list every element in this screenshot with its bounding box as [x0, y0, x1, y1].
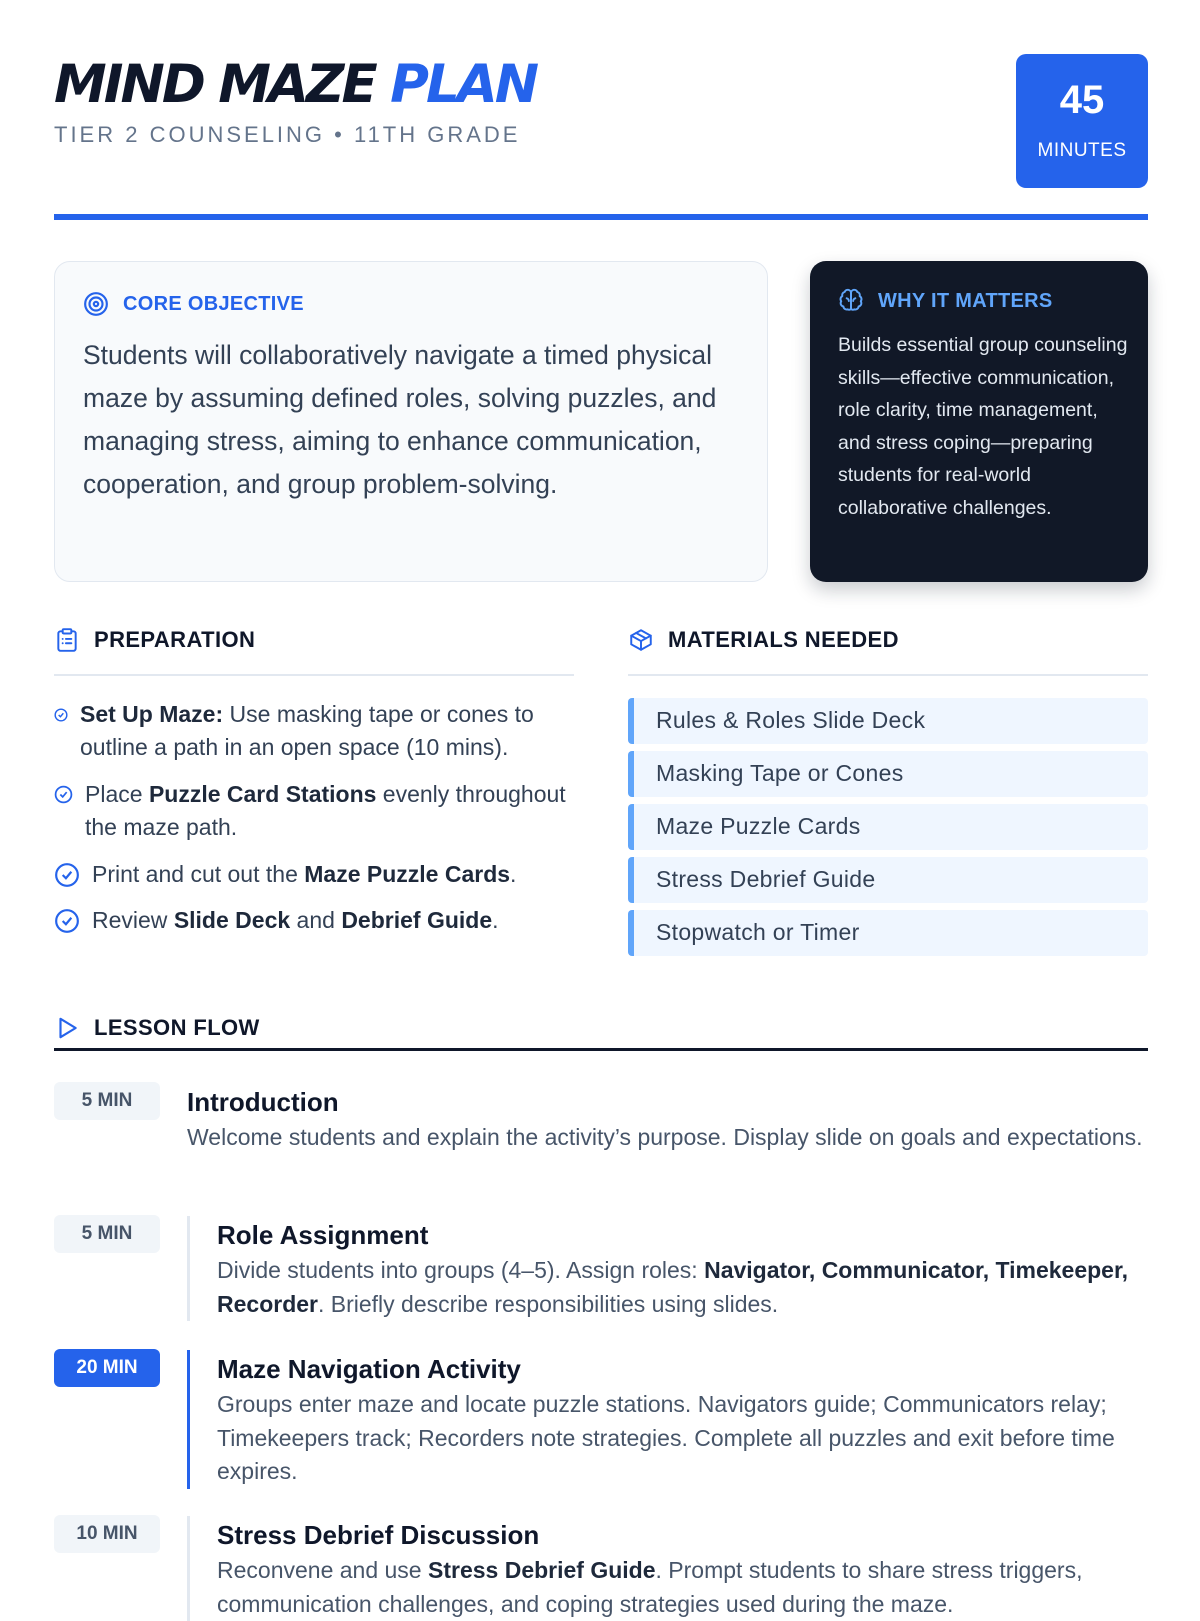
check-circle-icon	[54, 908, 80, 934]
prep-item	[54, 698, 574, 764]
target-icon	[83, 291, 109, 317]
material-item	[628, 751, 1148, 797]
materials-divider	[628, 674, 1148, 676]
prep-item	[54, 904, 574, 937]
prep-item-pre: Print and cut out the	[92, 861, 305, 887]
lesson-plan-page	[54, 0, 1148, 1617]
step-title: Role Assignment	[217, 1220, 429, 1250]
check-circle-icon	[54, 862, 80, 888]
brain-icon	[838, 288, 864, 314]
prep-item-bold: Set Up Maze:	[80, 701, 224, 727]
step-description-pre: Reconvene and use	[217, 1557, 428, 1583]
materials-label: MATERIALS NEEDED	[668, 627, 899, 652]
prep-item-pre: Review	[92, 907, 174, 933]
step-description-bold: Stress Debrief Guide	[428, 1557, 656, 1583]
prep-item-text	[80, 698, 574, 764]
material-item-label: Rules & Roles Slide Deck	[656, 707, 926, 733]
material-item	[628, 698, 1148, 744]
step-time-badge: 5 MIN	[54, 1082, 160, 1120]
core-objective-label: CORE OBJECTIVE	[123, 292, 304, 315]
material-item	[628, 804, 1148, 850]
prep-item-text	[92, 904, 499, 937]
preparation-divider	[54, 674, 574, 676]
title-main: MIND MAZE	[54, 54, 375, 115]
header	[54, 52, 1148, 188]
prep-item-bold: Maze Puzzle Cards	[304, 861, 511, 887]
preparation-heading	[54, 622, 255, 658]
why-it-matters-heading	[838, 287, 1053, 315]
step-description-pre: Divide students into groups (4–5). Assign roles:	[217, 1257, 705, 1283]
why-it-matters-card	[810, 261, 1148, 582]
material-item-label: Masking Tape or Cones	[656, 760, 904, 786]
preparation-label: PREPARATION	[94, 627, 256, 652]
check-circle-icon	[54, 785, 73, 804]
duration-value: 45	[1059, 78, 1105, 122]
flow-step	[187, 1350, 1148, 1489]
lesson-flow-divider	[54, 1048, 1148, 1051]
page-subtitle: TIER 2 COUNSELING • 11TH GRADE	[54, 122, 521, 147]
core-objective-heading	[83, 290, 304, 318]
play-icon	[54, 1015, 80, 1041]
prep-item-rest: Use masking tape or cones to outline a path in an open space (10 mins).	[80, 701, 534, 760]
step-description-bold: Navigator, Communicator, Timekeeper, Recorder	[217, 1257, 1129, 1317]
check-circle-icon	[54, 708, 68, 722]
duration-badge	[1016, 54, 1148, 188]
page-title	[54, 56, 536, 114]
material-item-label: Stress Debrief Guide	[656, 866, 876, 892]
why-it-matters-label: WHY IT MATTERS	[878, 289, 1053, 312]
duration-unit: MINUTES	[1037, 140, 1127, 161]
material-item-label: Maze Puzzle Cards	[656, 813, 861, 839]
step-description	[217, 1554, 1148, 1621]
why-it-matters-text: Builds essential group counseling skills—effective communication, role clarity, time management, and stress coping—preparing students for real-world collaborative challenges.	[838, 334, 1128, 519]
header-divider	[54, 214, 1148, 220]
box-icon	[628, 627, 654, 653]
prep-item-bold: Debrief Guide	[341, 907, 493, 933]
step-title: Introduction	[187, 1087, 339, 1117]
material-item-label: Stopwatch or Timer	[656, 919, 860, 945]
step-description	[217, 1254, 1148, 1321]
flow-step	[187, 1516, 1148, 1621]
prep-item-rest: evenly throughout the maze path.	[85, 781, 566, 840]
clipboard-icon	[54, 627, 80, 653]
prep-item-mid: and	[290, 907, 342, 933]
step-time-badge: 5 MIN	[54, 1215, 160, 1253]
core-objective-text: Students will collaboratively navigate a timed physical maze by assuming defined roles, solving puzzles, and managing stress, aiming to enhance communication, cooperation, and group problem-solving.	[83, 340, 717, 499]
prep-item-bold: Slide Deck	[173, 907, 291, 933]
title-accent: PLAN	[390, 54, 537, 115]
step-description-post: . Briefly describe responsibilities using slides.	[317, 1290, 779, 1317]
prep-item	[54, 778, 574, 844]
materials-heading	[628, 622, 899, 658]
flow-step	[187, 1216, 1148, 1321]
flow-step	[187, 1083, 1148, 1155]
prep-item	[54, 858, 574, 891]
step-description-post: . Prompt students to share stress triggers, communication challenges, and coping strategies used during the maze.	[217, 1557, 1083, 1617]
step-description: Welcome students and explain the activity’s purpose. Display slide on goals and expectations.	[187, 1124, 1143, 1150]
step-title: Maze Navigation Activity	[217, 1354, 521, 1384]
step-time-badge: 10 MIN	[54, 1515, 160, 1553]
core-objective-card	[54, 261, 768, 582]
prep-item-pre: Place	[85, 781, 149, 807]
material-item	[628, 857, 1148, 903]
material-item	[628, 910, 1148, 956]
step-title: Stress Debrief Discussion	[217, 1520, 540, 1550]
prep-item-bold: Puzzle Card Stations	[148, 781, 377, 807]
prep-item-text	[85, 778, 574, 844]
prep-item-rest: .	[492, 907, 499, 933]
lesson-flow-label: LESSON FLOW	[94, 1015, 260, 1040]
prep-item-rest: .	[510, 861, 517, 887]
lesson-flow-heading	[54, 1010, 260, 1046]
step-description: Groups enter maze and locate puzzle stations. Navigators guide; Communicators relay; Timekeepers track; Recorders note strategies. Complete all puzzles and exit before time expires.	[217, 1391, 1115, 1484]
step-time-badge: 20 MIN	[54, 1349, 160, 1387]
prep-item-text	[92, 858, 516, 891]
